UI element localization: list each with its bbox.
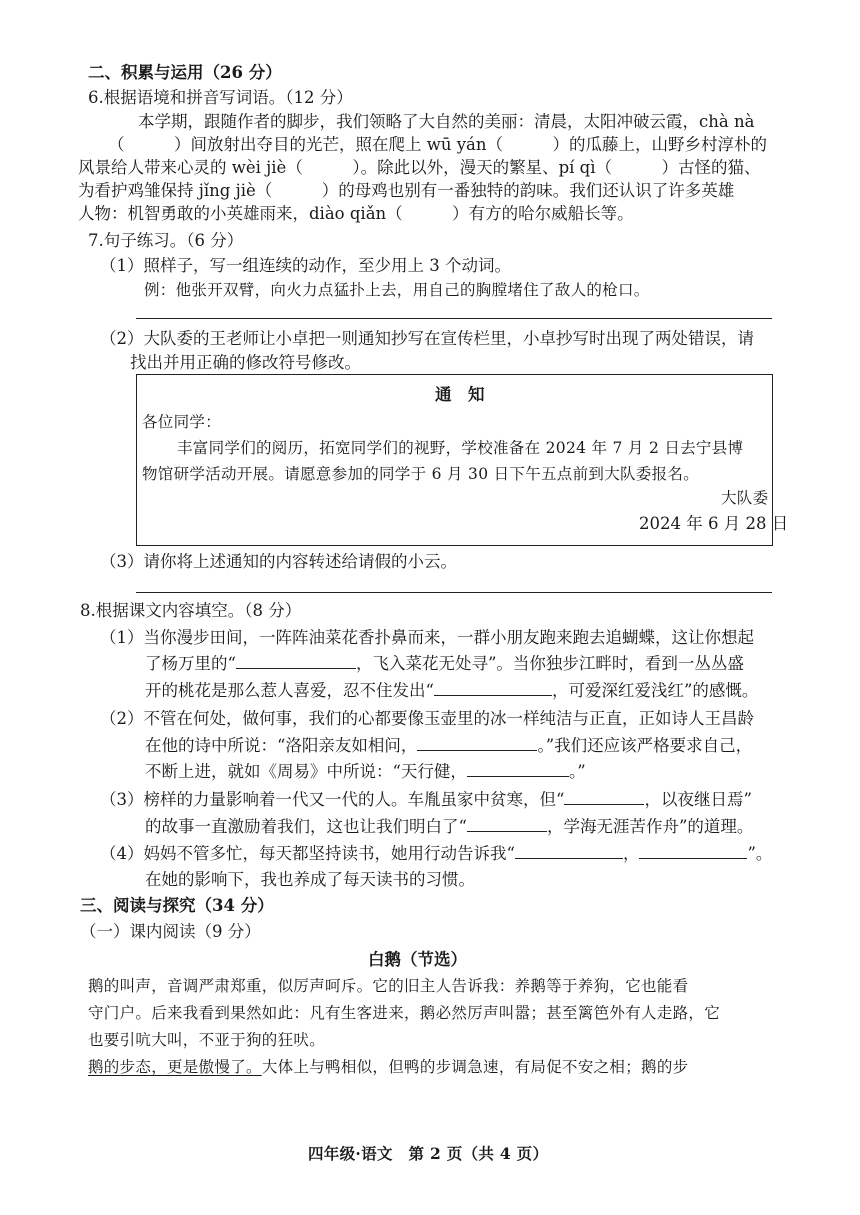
text: 在他的诗中所说：“洛阳亲友如相问， — [145, 736, 418, 755]
text: ，以夜继日焉” — [644, 790, 752, 809]
fill-blank[interactable] — [467, 762, 569, 777]
passage-title: 白鹅（节选） — [368, 950, 467, 969]
q8-item3-line1 — [100, 790, 752, 810]
q7-part3: （3）请你将上述通知的内容转述给请假的小云。 — [100, 552, 457, 571]
q8-item2-line3 — [145, 762, 586, 782]
notice-date: 2024 年 6 月 28 日 — [639, 514, 789, 533]
section-2-header: 二、积累与运用（26 分） — [88, 63, 282, 82]
notice-body-line: 丰富同学们的阅历，拓宽同学们的视野，学校准备在 2024 年 7 月 2 日去宁县博 — [177, 439, 744, 457]
q7-part2-line1: （2）大队委的王老师让小卓把一则通知抄写在宣传栏里，小卓抄写时出现了两处错误，请 — [100, 329, 754, 348]
q8-item3-line2 — [145, 817, 753, 837]
q8-item1-line1: （1）当你漫步田间，一阵阵油菜花香扑鼻而来，一群小朋友跑来跑去追蝴蝶，这让你想起 — [100, 628, 754, 647]
fill-blank[interactable] — [417, 736, 537, 751]
text: 大体上与鸭相似，但鸭的步调急速，有局促不安之相；鹅的步 — [261, 1058, 689, 1076]
q7-part2-line2: 找出并用正确的修改符号修改。 — [130, 353, 361, 372]
answer-line[interactable] — [136, 592, 772, 593]
text: ，飞入菜花无处寻”。当你独步江畔时，看到一丛丛盛 — [355, 654, 744, 673]
text: （3）榜样的力量影响着一代又一代的人。车胤虽家中贫寒，但“ — [100, 790, 565, 809]
notice-title: 通 知 — [435, 385, 485, 404]
q7-example: 例：他张开双臂，向火力点猛扑上去，用自己的胸膛堵住了敌人的枪口。 — [144, 281, 650, 299]
fill-blank[interactable] — [434, 681, 552, 696]
passage-line: 也要引吭大叫，不亚于狗的狂吠。 — [88, 1031, 326, 1049]
answer-line[interactable] — [136, 318, 772, 319]
section-3-header: 三、阅读与探究（34 分） — [80, 896, 274, 915]
question-8-title: 8.根据课文内容填空。（8 分） — [80, 601, 302, 620]
text: 。” — [568, 762, 586, 781]
notice-signature: 大队委 — [721, 489, 769, 507]
notice-greeting: 各位同学： — [142, 413, 222, 431]
fill-blank[interactable] — [236, 654, 356, 669]
page-footer: 四年级·语文 第 2 页（共 4 页） — [308, 1144, 549, 1163]
q8-item2-line2 — [145, 736, 752, 756]
passage-line — [88, 1057, 688, 1077]
fill-blank[interactable] — [515, 844, 623, 859]
q6-text-line: 本学期，跟随作者的脚步，我们领略了大自然的美丽：清晨，太阳冲破云霞，chà nà — [138, 112, 755, 131]
underlined-sentence: 鹅的步态，更是傲慢了。 — [88, 1058, 262, 1076]
fill-blank[interactable] — [639, 844, 747, 859]
q8-item4-line1 — [100, 844, 772, 864]
q8-item1-line3 — [145, 681, 758, 701]
question-6-title: 6.根据语境和拼音写词语。（12 分） — [88, 88, 353, 107]
notice-body-line: 物馆研学活动开展。请愿意参加的同学于 6 月 30 日下午五点前到大队委报名。 — [142, 465, 699, 483]
text: （4）妈妈不管多忙，每天都坚持读书，她用行动告诉我“ — [100, 844, 515, 863]
text: ， — [622, 844, 640, 863]
q8-item1-line2 — [145, 654, 744, 674]
text: 。”我们还应该严格要求自己， — [537, 736, 753, 755]
q6-text-line: 人物：机智勇敢的小英雄雨来，diào qiǎn（ ）有方的哈尔威船长等。 — [78, 204, 634, 223]
section-3-subheader: （一）课内阅读（9 分） — [80, 922, 261, 941]
question-7-title: 7.句子练习。（6 分） — [88, 231, 244, 250]
passage-line: 鹅的叫声，音调严肃郑重，似厉声呵斥。它的旧主人告诉我：养鹅等于养狗，它也能看 — [88, 977, 689, 995]
fill-blank[interactable] — [564, 790, 644, 805]
text: 不断上进，就如《周易》中所说：“天行健， — [145, 762, 467, 781]
q6-text-line: （ ）间放射出夺目的光芒，照在爬上 wū yán（ ）的瓜藤上，山野乡村淳朴的 — [108, 135, 768, 154]
text: ，可爱深红爱浅红”的感慨。 — [551, 681, 759, 700]
text: 了杨万里的“ — [145, 654, 236, 673]
passage-line: 守门户。后来我看到果然如此：凡有生客进来，鹅必然厉声叫嚣；甚至篱笆外有人走路，它 — [88, 1004, 721, 1022]
q8-item4-line2: 在她的影响下，我也养成了每天读书的习惯。 — [145, 870, 475, 889]
q6-text-line: 风景给人带来心灵的 wèi jiè（ ）。除此以外，漫天的繁星、pí qì（ ）古怪的猫、 — [78, 158, 761, 177]
fill-blank[interactable] — [467, 817, 547, 832]
text: 的故事一直激励着我们，这也让我们明白了“ — [145, 817, 467, 836]
text: ，学海无涯苦作舟”的道理。 — [546, 817, 754, 836]
q8-item2-line1: （2）不管在何处，做何事，我们的心都要像玉壶里的冰一样纯洁与正直，正如诗人王昌龄 — [100, 709, 754, 728]
text: ”。 — [747, 844, 773, 863]
q6-text-line: 为看护鸡雏保持 jǐng jiè（ ）的母鸡也别有一番独特的韵味。我们还认识了许多英雄 — [78, 181, 735, 200]
q7-part1: （1）照样子，写一组连续的动作，至少用上 3 个动词。 — [100, 256, 511, 275]
text: 开的桃花是那么惹人喜爱，忍不住发出“ — [145, 681, 434, 700]
notice-box — [136, 374, 789, 546]
